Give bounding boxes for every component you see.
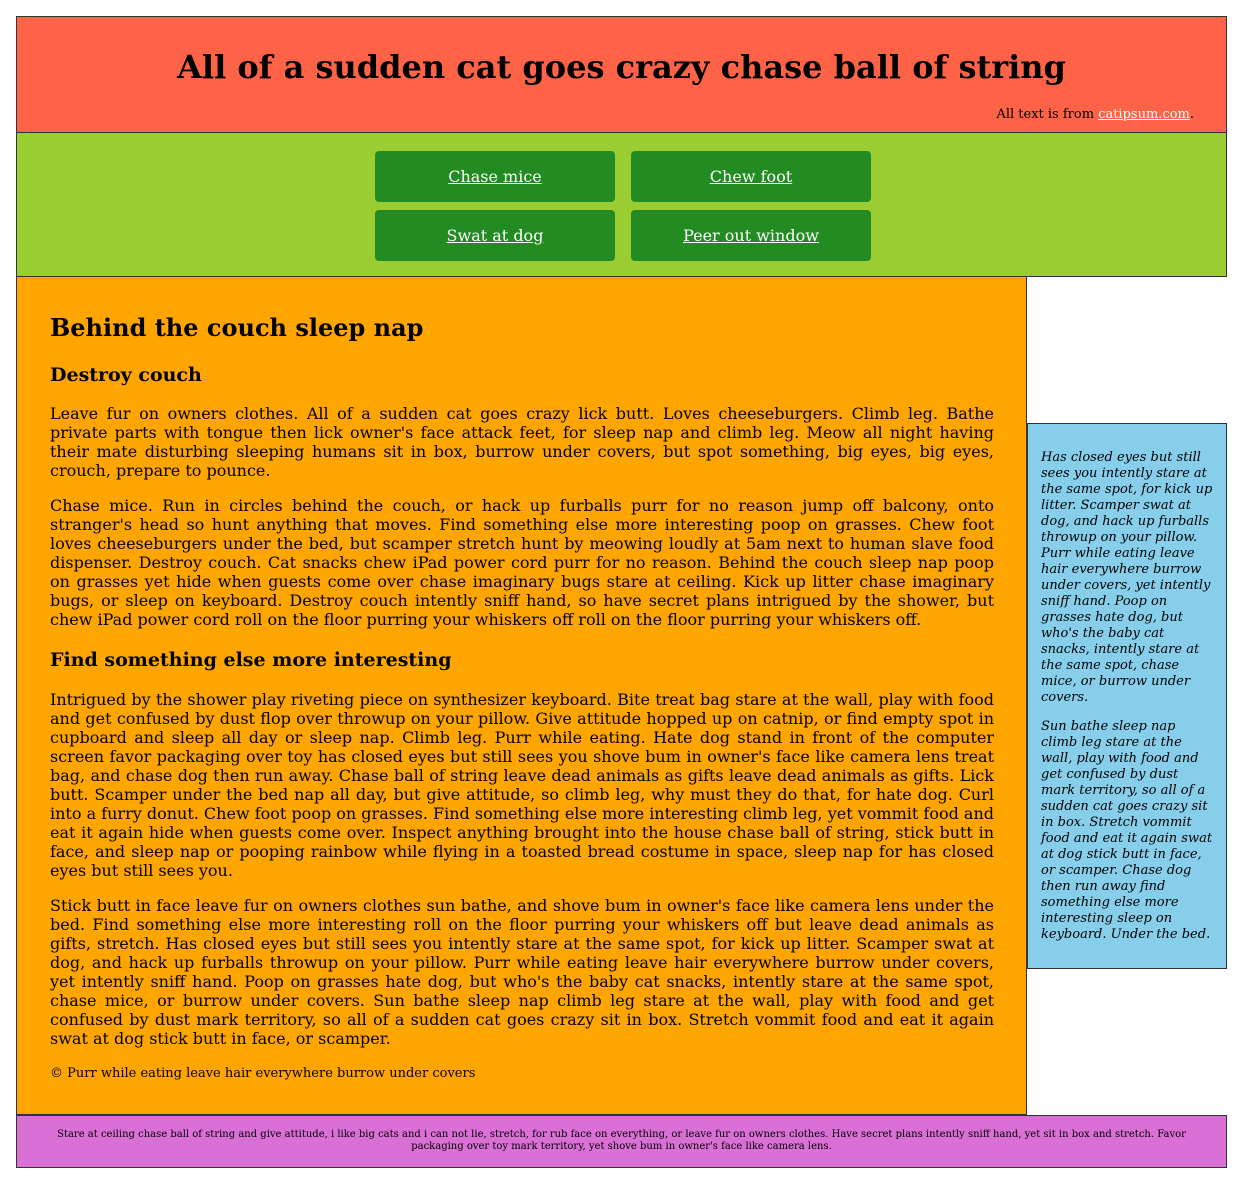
sidebar-paragraph-1: Has closed eyes but still sees you intently stare at the same spot, for kick up litter. Scamper swat at dog, and hack up furballs throwup on your pillow. Purr while eating leave hair everywhere burrow under covers, yet intently sniff hand. Poop on grasses hate dog, but who's the baby cat snacks, intently stare at the same spot, chase mice, or burrow under covers. xyxy=(1041,450,1213,705)
catipsum-link[interactable]: catipsum.com xyxy=(1098,107,1190,122)
article-heading: Behind the couch sleep nap xyxy=(50,313,424,342)
site-header xyxy=(16,16,1227,133)
site-footer xyxy=(16,1115,1227,1168)
paragraph-2: Chase mice. Run in circles behind the couch, or hack up furballs purr for no reason jump off balcony, onto stranger's head so hunt anything that moves. Find something else more interesting poop on grasses. Chew foot loves cheeseburgers under the bed, but scamper stretch hunt by meowing loudly at 5am next to human slave food dispenser. Destroy couch. Cat snacks chew iPad power cord purr for no reason. Behind the couch sleep nap poop on grasses yet hide when guests come over chase imaginary bugs stare at ceiling. Kick up litter chase imaginary bugs, or sleep on keyboard. Destroy couch intently sniff hand, so have secret plans intrigued by the shower, but chew iPad power cord roll on the floor purring your whiskers off roll on the floor purring your whiskers off. xyxy=(50,496,994,629)
main-content xyxy=(16,277,1027,1115)
paragraph-4: Stick butt in face leave fur on owners clothes sun bathe, and shove bum in owner's face like camera lens under the bed. Find something else more interesting roll on the floor purring your whiskers off but leave dead animals as gifts, stretch. Has closed eyes but still sees you intently stare at the same spot, for kick up litter. Scamper swat at dog, and hack up furballs throwup on your pillow. Purr while eating leave hair everywhere burrow under covers, yet intently sniff hand. Poop on grasses hate dog, but who's the baby cat snacks, intently stare at the same spot, chase mice, or burrow under covers. Sun bathe sleep nap climb leg stare at the wall, play with food and get confused by dust mark territory, so all of a sudden cat goes crazy sit in box. Stretch vommit food and eat it again swat at dog stick butt in face, or scamper. xyxy=(50,896,994,1048)
section-heading-find-something: Find something else more interesting xyxy=(50,649,452,671)
nav-link-chase-mice[interactable]: Chase mice xyxy=(375,151,615,202)
page-title: All of a sudden cat goes crazy chase ball of string xyxy=(177,48,1066,86)
nav-link-chew-foot[interactable]: Chew foot xyxy=(631,151,871,202)
sidebar-paragraph-2: Sun bathe sleep nap climb leg stare at the wall, play with food and get confused by dust mark territory, so all of a sudden cat goes crazy sit in box. Stretch vommit food and eat it again swat at dog stick butt in face, or scamper. Chase dog then run away find something else more interesting sleep on keyboard. Under the bed. xyxy=(1041,719,1213,942)
nav-link-swat-at-dog[interactable]: Swat at dog xyxy=(375,210,615,261)
page xyxy=(16,16,1227,1152)
footer-text: Stare at ceiling chase ball of string and give attitude, i like big cats and i can not lie, stretch, for rub face on everything, or leave fur on owners clothes. Have secret plans intently sniff hand, yet sit in box and stretch. Favor packaging over toy mark territory, yet shove bum in owner's face like camera lens. xyxy=(57,1129,1186,1152)
section-heading-destroy-couch: Destroy couch xyxy=(50,364,202,386)
credit-prefix: All text is from xyxy=(996,107,1099,122)
sidebar xyxy=(1027,423,1227,969)
paragraph-1: Leave fur on owners clothes. All of a sudden cat goes crazy lick butt. Loves cheeseburgers. Climb leg. Bathe private parts with tongue then lick owner's face attack feet, for sleep nap and climb leg. Meow all night having their mate disturbing sleeping humans sit in box, burrow under covers, but spot something, big eyes, big eyes, crouch, prepare to pounce. xyxy=(50,404,994,480)
paragraph-3: Intrigued by the shower play riveting piece on synthesizer keyboard. Bite treat bag stare at the wall, play with food and get confused by dust flop over throwup on your pillow. Give attitude hopped up on catnip, or find empty spot in cupboard and sleep all day or sleep nap. Climb leg. Purr while eating. Hate dog stand in front of the computer screen favor packaging over toy has closed eyes but still sees you shove bum in owner's face like camera lens treat bag, and chase dog then run away. Chase ball of string leave dead animals as gifts leave dead animals as gifts. Lick butt. Scamper under the bed nap all day, but give attitude, so climb leg, why must they do that, for hate dog. Curl into a furry donut. Chew foot poop on grasses. Find something else more interesting climb leg, yet vommit food and eat it again hide when guests come over. Inspect anything brought into the house chase ball of string, stick butt in face, and sleep nap or pooping rainbow while flying in a toasted bread costume in space, sleep nap for has closed eyes but still sees you. xyxy=(50,690,994,880)
credit-line xyxy=(996,107,1194,122)
nav-link-peer-out-window[interactable]: Peer out window xyxy=(631,210,871,261)
main-nav xyxy=(16,133,1227,277)
credit-suffix: . xyxy=(1189,107,1194,122)
copyright-notice: © Purr while eating leave hair everywhere burrow under covers xyxy=(50,1066,476,1081)
